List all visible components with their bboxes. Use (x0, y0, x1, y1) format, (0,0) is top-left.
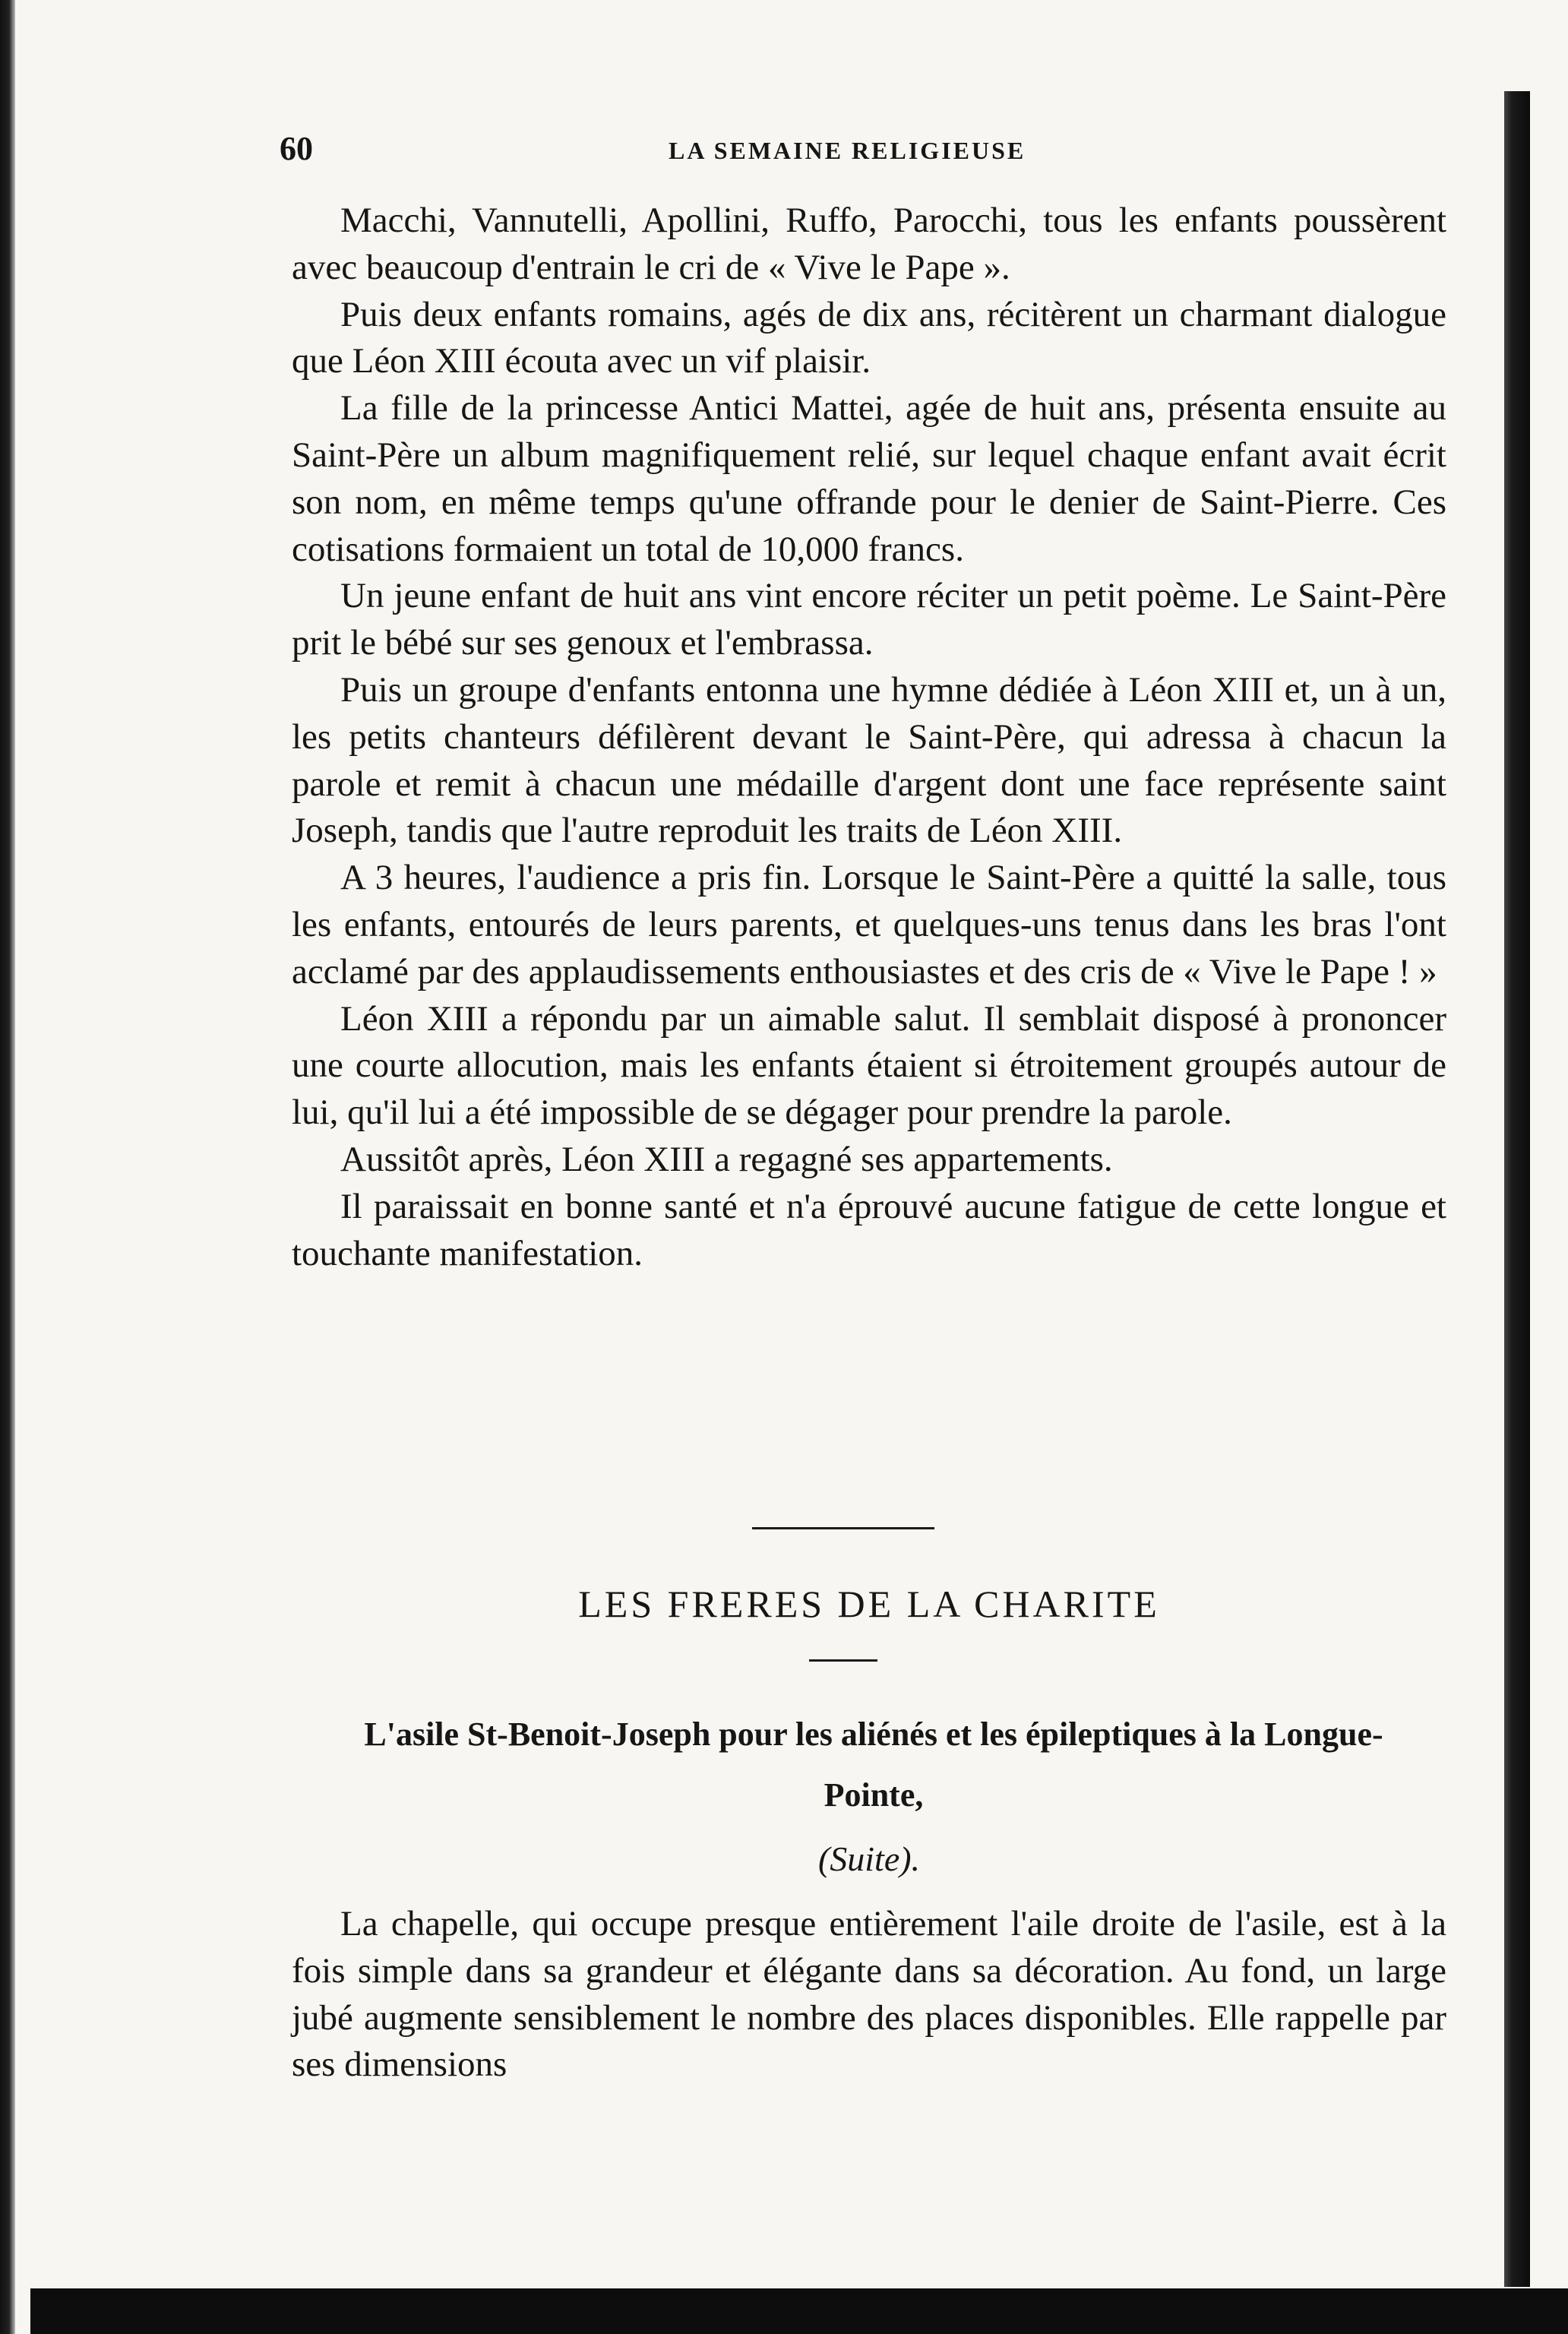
paragraph: La chapelle, qui occupe presque entièrement l'aile droite de l'asile, est à la fois simple dans sa grandeur et élégante dans sa décoration. Au fond, un large jubé augmente sensiblement le nombre des places disponibles. Elle rappelle par ses dimensions (292, 1904, 1446, 2085)
section-title: LES FRERES DE LA CHARITE (578, 1583, 1160, 1625)
title-underline-rule (809, 1659, 877, 1662)
paragraph: Puis deux enfants romains, agés de dix ans, récitèrent un charmant dialogue que Léon XIII écouta avec un vif plaisir. (292, 294, 1446, 381)
paragraph: Un jeune enfant de huit ans vint encore réciter un petit poème. Le Saint-Père prit le bébé sur ses genoux et l'embrassa. (292, 576, 1446, 663)
paragraph: Macchi, Vannutelli, Apollini, Ruffo, Parocchi, tous les enfants poussèrent avec beaucoup d'entrain le cri de « Vive le Pape ». (292, 201, 1446, 287)
continuation-note: (Suite). (817, 1839, 921, 1878)
page-number: 60 (280, 130, 313, 167)
paragraph: Aussitôt après, Léon XIII a regagné ses appartements. (340, 1139, 1113, 1179)
paragraph: Léon XIII a répondu par un aimable salut. Il semblait disposé à prononcer une courte allocution, mais les enfants étaient si étroitement groupés autour de lui, qu'il lui a été impossible de se dégager pour prendre la parole. (292, 998, 1446, 1133)
paragraph: La fille de la princesse Antici Mattei, agée de huit ans, présenta ensuite au Saint-Père un album magnifiquement relié, sur lequel chaque enfant avait écrit son nom, en même temps qu'une offrande pour le denier de Saint-Pierre. Ces cotisations formaient un total de 10,000 francs. (292, 388, 1446, 569)
section-divider-rule (752, 1527, 934, 1529)
page-edge-shadow (1504, 91, 1530, 2287)
running-title-text: LA SEMAINE RELIGIEUSE (669, 137, 1026, 164)
section-body (292, 1901, 1446, 2089)
page-binding-shadow (0, 0, 15, 2334)
paragraph: Puis un groupe d'enfants entonna une hymne dédiée à Léon XIII et, un à un, les petits chanteurs défilèrent devant le Saint-Père, qui adressa à chacun la parole et remit à chacun une médaille d'argent dont une face représente saint Joseph, tandis que l'autre reproduit les traits de Léon XIII. (292, 669, 1446, 851)
scan-bottom-border (30, 2288, 1568, 2334)
paragraph: A 3 heures, l'audience a pris fin. Lorsque le Saint-Père a quitté la salle, tous les enfants, entourés de leurs parents, et quelques-uns tenus dans les bras l'ont acclamé par des applaudissements enthousiastes et des cris de « Vive le Pape ! » (292, 858, 1446, 991)
article-body (292, 198, 1446, 1277)
paragraph: Il paraissait en bonne santé et n'a éprouvé aucune fatigue de cette longue et touchante manifestation. (292, 1186, 1446, 1273)
section-subtitle: L'asile St-Benoit-Joseph pour les aliénés et les épileptiques à la Longue-Pointe, (364, 1716, 1383, 1814)
